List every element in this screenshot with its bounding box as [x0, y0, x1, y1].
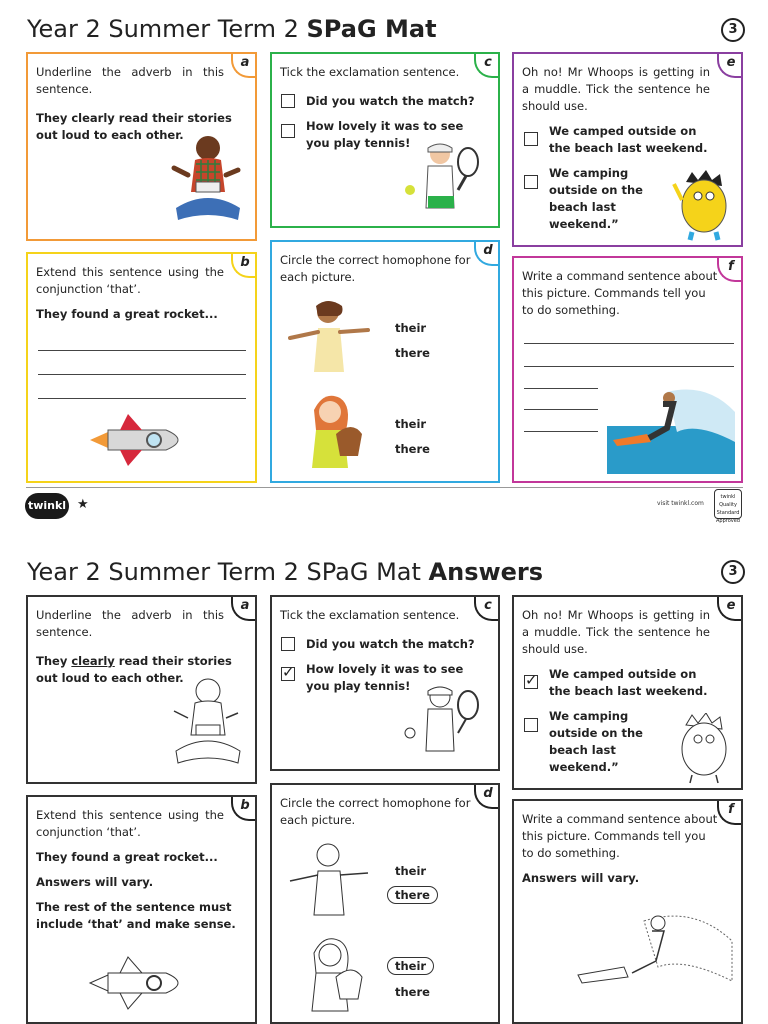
footer — [0, 485, 768, 530]
girl-with-dog-illustration — [302, 933, 372, 1013]
mr-whoops-illustration — [672, 170, 738, 244]
boy-reading-illustration — [168, 130, 243, 235]
homophone-option[interactable]: their — [395, 321, 427, 335]
option-checkbox[interactable] — [281, 124, 295, 138]
option-label: We camping outside on the beach last weekend.” — [549, 709, 643, 774]
surfer-illustration — [607, 382, 735, 474]
twinkl-logo[interactable]: twinkl — [25, 493, 69, 519]
card-question: Extend this sentence using the conjunction ‘that’. — [36, 265, 224, 296]
writing-line[interactable] — [524, 409, 598, 410]
card-letter-tab: d — [474, 240, 500, 266]
card-sentence: They clearly read their stories out loud to each other. — [36, 654, 232, 685]
answer-card-e — [512, 595, 743, 790]
card-letter-tab: f — [717, 799, 743, 825]
card-question: Extend this sentence using the conjunction ‘that’. — [36, 808, 224, 839]
card-question: Write a command sentence about this picture. Commands tell you to do something. — [522, 812, 718, 860]
homophone-option[interactable]: their — [395, 417, 427, 431]
writing-line[interactable] — [38, 350, 246, 351]
card-question: Oh no! Mr Whoops is getting in a muddle. Tick the sentence he should use. — [522, 608, 710, 656]
rocket-illustration — [86, 953, 196, 1013]
option-checkbox[interactable] — [281, 94, 295, 108]
card-question: Circle the correct homophone for each picture. — [280, 253, 471, 284]
footer-divider — [26, 487, 743, 488]
surfer-illustration — [574, 901, 734, 1001]
mr-whoops-illustration — [672, 713, 738, 787]
card-question: Write a command sentence about this picture. Commands tell you to do something. — [522, 269, 718, 317]
option-label: We camped outside on the beach last weekend. — [549, 124, 708, 155]
option-label: We camped outside on the beach last weekend. — [549, 667, 708, 698]
rocket-illustration — [86, 410, 196, 470]
option-checkbox[interactable] — [281, 637, 295, 651]
card-sentence: They found a great rocket... — [36, 307, 218, 321]
option-label: We camping outside on the beach last weekend.” — [549, 166, 643, 231]
answer-text: Answers will vary. — [36, 875, 154, 889]
star-icon: ★ — [77, 497, 89, 512]
option-checkbox[interactable] — [524, 175, 538, 189]
answer-card-c — [270, 595, 500, 771]
writing-line[interactable] — [524, 366, 734, 367]
card-question: Oh no! Mr Whoops is getting in a muddle. Tick the sentence he should use. — [522, 65, 710, 113]
option-checkbox[interactable] — [524, 718, 538, 732]
card-e — [512, 52, 743, 247]
answer-text: Answers will vary. — [522, 871, 640, 885]
card-letter-tab: a — [231, 595, 257, 621]
option-label: Did you watch the match? — [306, 94, 475, 108]
card-letter-tab: e — [717, 595, 743, 621]
girl-with-dog-illustration — [302, 390, 372, 470]
card-question: Underline the adverb in this sentence. — [36, 65, 224, 96]
boy-reading-illustration — [168, 673, 243, 778]
writing-line[interactable] — [524, 343, 734, 344]
visit-link[interactable]: visit twinkl.com — [657, 500, 704, 507]
option-checkbox-ticked[interactable] — [524, 675, 538, 689]
card-sentence: They clearly read their stories out loud to each other. — [36, 111, 232, 142]
card-question: Circle the correct homophone for each picture. — [280, 796, 471, 827]
writing-line[interactable] — [524, 388, 598, 389]
quality-badge: twinkl Quality Standard Approved — [714, 489, 742, 519]
page-title: Year 2 Summer Term 2 SPaG Mat — [27, 15, 437, 43]
card-letter-tab: c — [474, 595, 500, 621]
card-letter-tab: d — [474, 783, 500, 809]
writing-line[interactable] — [524, 431, 598, 432]
card-letter-tab: f — [717, 256, 743, 282]
tennis-player-illustration — [400, 681, 486, 771]
card-question: Tick the exclamation sentence. — [280, 65, 460, 79]
homophone-option[interactable]: there — [395, 985, 430, 999]
homophone-option[interactable]: there — [395, 346, 430, 360]
card-a — [26, 52, 257, 241]
option-label: Did you watch the match? — [306, 637, 475, 651]
card-question: Tick the exclamation sentence. — [280, 608, 460, 622]
option-label: How lovely it was to see you play tennis! — [306, 662, 464, 693]
homophone-option-circled[interactable]: their — [395, 959, 434, 973]
card-f — [512, 256, 743, 483]
page-number-badge: 3 — [721, 560, 745, 584]
girl-pointing-illustration — [288, 296, 384, 374]
underlined-adverb: clearly — [71, 654, 115, 668]
writing-line[interactable] — [38, 374, 246, 375]
homophone-option[interactable]: their — [395, 864, 427, 878]
answer-card-b — [26, 795, 257, 1024]
girl-pointing-illustration — [288, 839, 384, 917]
card-letter-tab: b — [231, 252, 257, 278]
homophone-option-circled[interactable]: there — [395, 888, 438, 902]
card-sentence: They found a great rocket... — [36, 850, 218, 864]
writing-line[interactable] — [38, 398, 246, 399]
card-letter-tab: c — [474, 52, 500, 78]
card-b — [26, 252, 257, 483]
answer-card-f — [512, 799, 743, 1024]
card-question: Underline the adverb in this sentence. — [36, 608, 224, 639]
option-label: How lovely it was to see you play tennis! — [306, 119, 464, 150]
answers-title: Year 2 Summer Term 2 SPaG Mat Answers — [27, 558, 544, 586]
card-letter-tab: e — [717, 52, 743, 78]
homophone-option[interactable]: there — [395, 442, 430, 456]
answer-card-d — [270, 783, 500, 1024]
card-letter-tab: a — [231, 52, 257, 78]
option-checkbox-ticked[interactable] — [281, 667, 295, 681]
card-d — [270, 240, 500, 483]
answer-card-a — [26, 595, 257, 784]
card-letter-tab: b — [231, 795, 257, 821]
answer-text: The rest of the sentence must include ‘that’ and make sense. — [36, 900, 236, 931]
option-checkbox[interactable] — [524, 132, 538, 146]
page-number-badge: 3 — [721, 18, 745, 42]
card-c — [270, 52, 500, 228]
tennis-player-illustration — [400, 138, 486, 228]
